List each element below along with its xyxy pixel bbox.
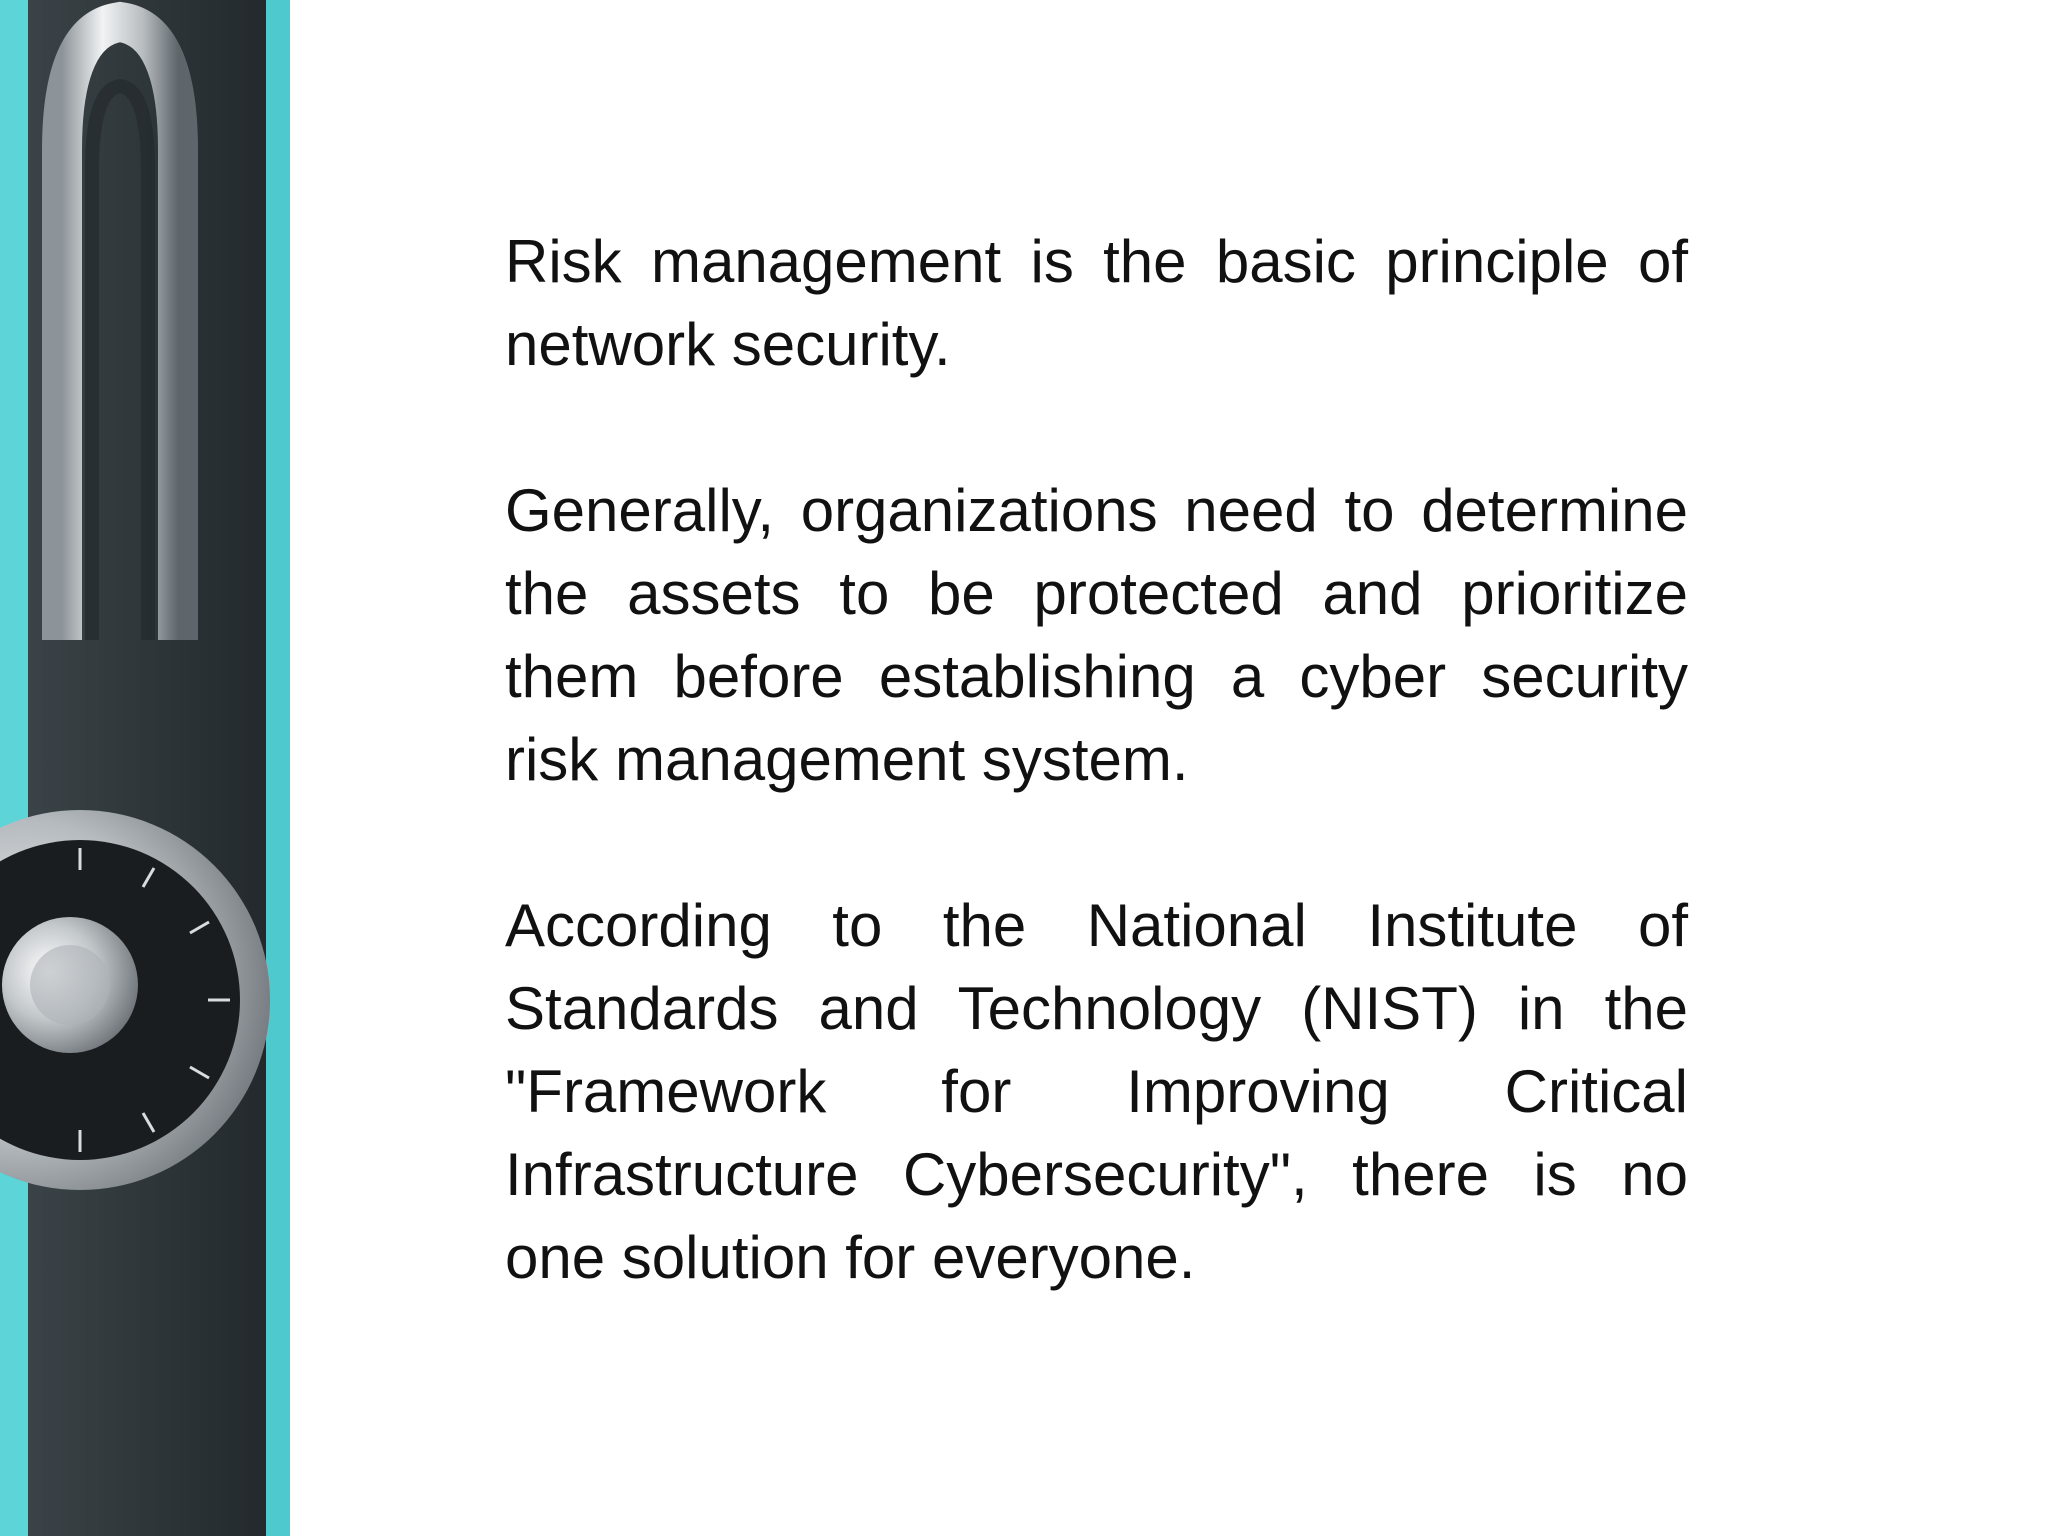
paragraph-organizations: Generally, organizations need to determine the assets to be protected and prioritize them before establishing a cyber security risk management system. — [505, 477, 1688, 793]
padlock-icon — [0, 0, 290, 1536]
padlock-image — [0, 0, 290, 1536]
paragraph-nist: According to the National Institute of Standards and Technology (NIST) in the "Framework for Improving Critical Infrastructure Cybersecurity", there is no one solution for everyone. — [505, 892, 1688, 1291]
paragraph-risk-management: Risk management is the basic principle of network security. — [505, 228, 1688, 378]
slide-body — [505, 220, 1688, 1299]
